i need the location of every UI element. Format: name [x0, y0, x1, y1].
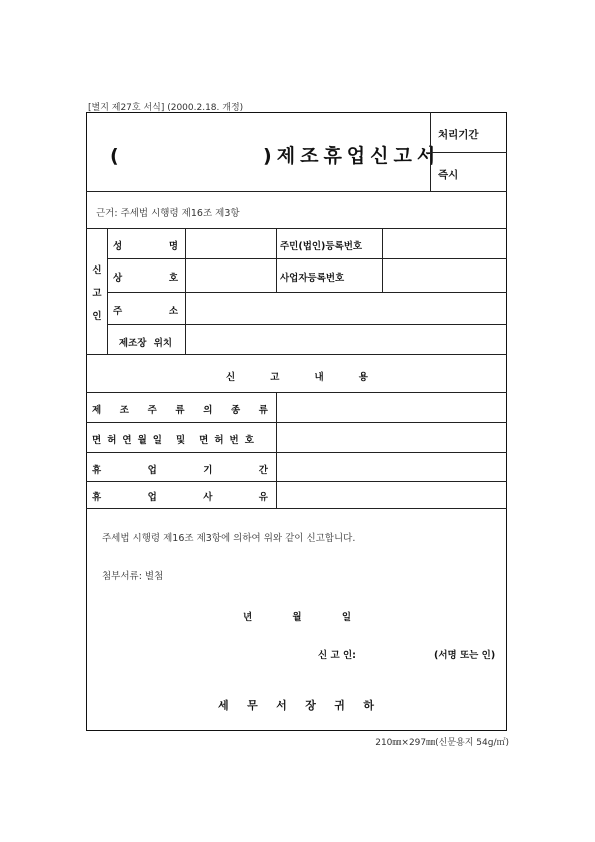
declaration-text: 주세법 시행령 제16조 제3항에 의하여 위와 같이 신고합니다.: [102, 533, 356, 544]
trade-name-field[interactable]: [186, 259, 275, 291]
business-number-field[interactable]: [383, 259, 506, 291]
address-label: 주 소: [113, 306, 178, 317]
recipient-line: 세 무 서 장 귀 하: [218, 699, 374, 712]
row-line: [86, 508, 507, 509]
form-number: [별지 제27호 서식] (2000.2.18. 개정): [88, 103, 244, 113]
processing-period-label: 처리기간: [438, 129, 479, 141]
report-content-heading: 신 고 내 용: [226, 372, 368, 383]
reporter-signature-label: 신 고 인:: [318, 650, 356, 661]
paper-spec: 210㎜×297㎜(신문용지 54g/㎡): [375, 738, 509, 748]
resident-number-label: 주민(법인)등록번호: [280, 241, 363, 252]
processing-line: [430, 152, 507, 153]
trade-name-label: 상 호: [113, 273, 178, 284]
reporter-group-label: 신 고 인: [92, 265, 102, 322]
reporter-group-divider: [107, 228, 108, 354]
suspension-reason-field[interactable]: [277, 482, 506, 507]
name-field[interactable]: [186, 229, 275, 257]
business-number-label: 사업자등록번호: [280, 273, 345, 284]
name-label: 성 명: [113, 241, 178, 252]
factory-location-label: 제조장 위치: [118, 338, 173, 349]
legal-basis: 근거: 주세법 시행령 제16조 제3항: [96, 208, 240, 219]
row-line: [86, 354, 507, 355]
mid-divider: [276, 228, 277, 292]
liquor-type-field[interactable]: [277, 393, 506, 421]
license-date-number-field[interactable]: [277, 423, 506, 451]
license-date-number-label: 면 허 연 월 일 및 면 허 번 호: [92, 435, 254, 446]
processing-period-value: 즉시: [438, 169, 459, 181]
attachment-text: 첨부서류: 별첨: [102, 571, 164, 582]
title-bottom-line: [86, 191, 507, 192]
suspension-period-label: 휴 업 기 간: [92, 465, 268, 476]
reporter-signature-field[interactable]: [370, 643, 430, 661]
suspension-period-field[interactable]: [277, 453, 506, 480]
date-line: 년 월 일: [243, 612, 351, 623]
form-title: ( )제조휴업신고서: [110, 145, 441, 167]
liquor-type-label: 제 조 주 류 의 종 류: [92, 405, 268, 416]
factory-location-field[interactable]: [186, 325, 506, 353]
address-field[interactable]: [186, 293, 506, 323]
resident-number-field[interactable]: [383, 229, 506, 257]
suspension-reason-label: 휴 업 사 유: [92, 492, 268, 503]
signature-note: (서명 또는 인): [434, 650, 496, 661]
